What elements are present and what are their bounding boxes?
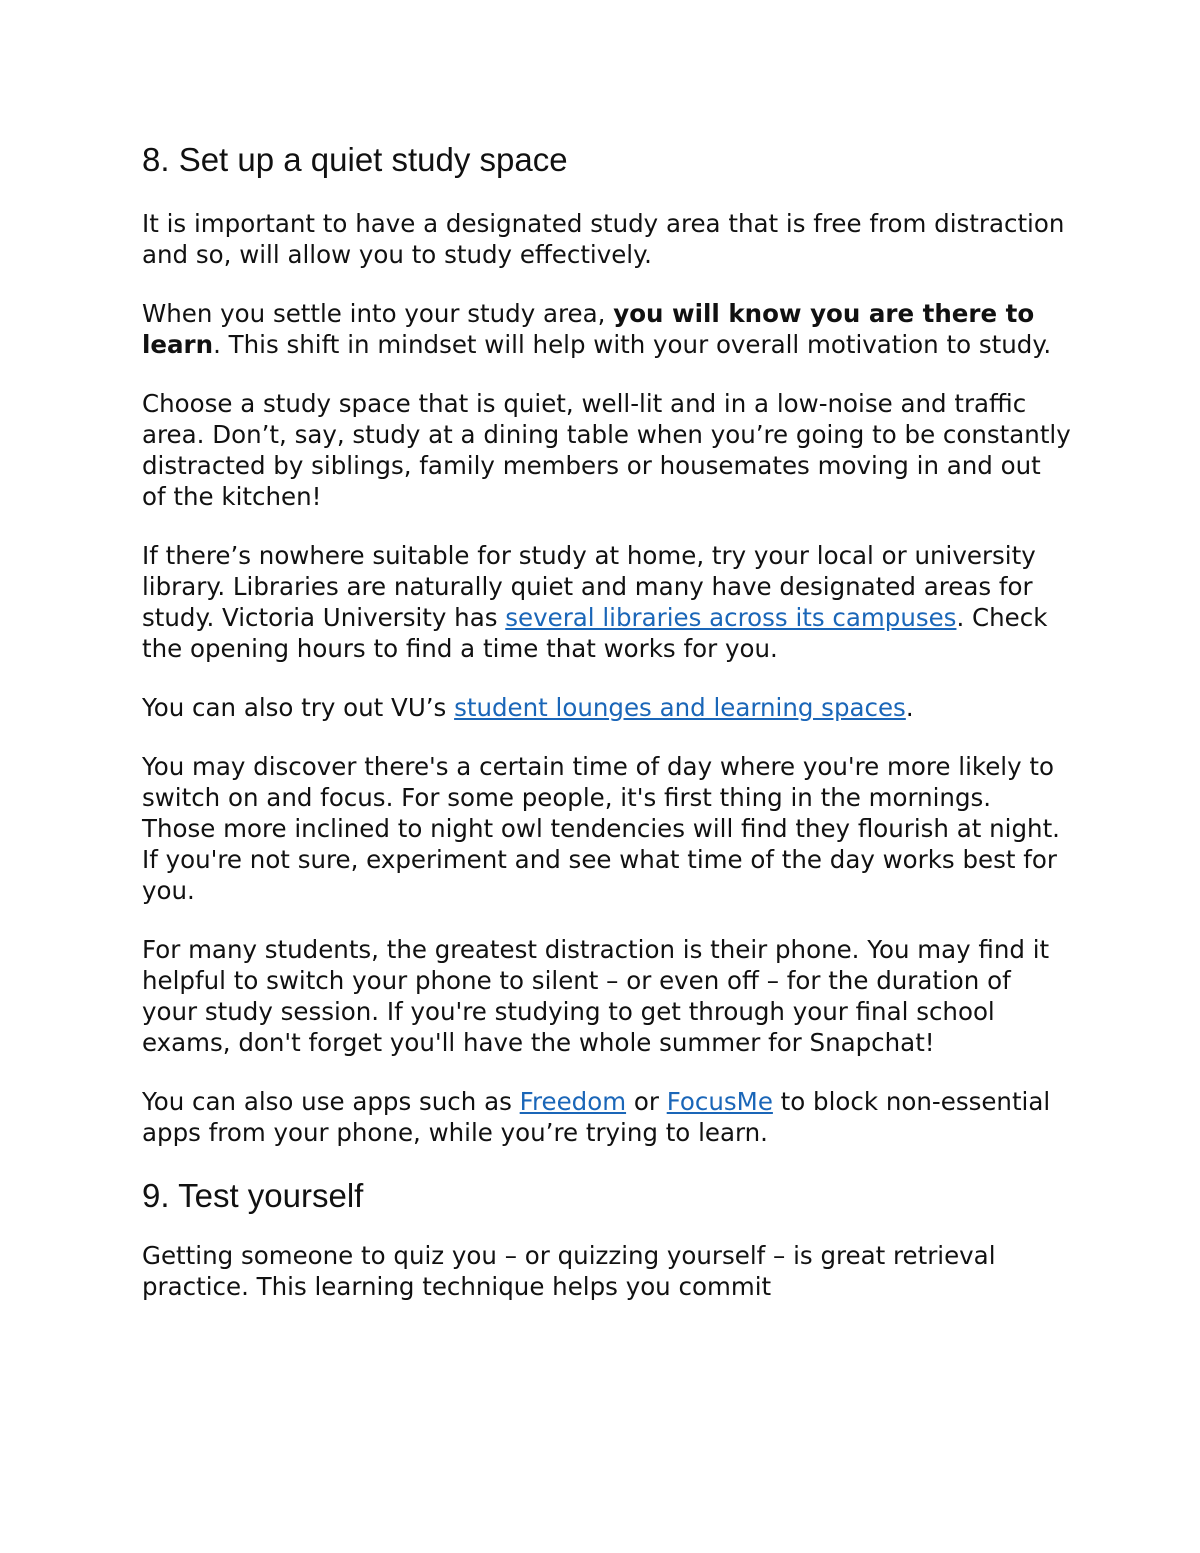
paragraph-text: . Check the opening hours to find a time that works for you. [142, 603, 1048, 663]
paragraph-text: to block non-essential apps from your phone, while you’re trying to learn. [142, 1087, 1051, 1147]
focusme-link[interactable]: FocusMe [666, 1087, 773, 1116]
bold-emphasis: you will know you are there to learn [142, 299, 1035, 359]
learning-spaces-link[interactable]: student lounges and learning spaces [454, 693, 906, 722]
section-8-paragraph-2 [142, 298, 1072, 360]
section-8-paragraph-3: Choose a study space that is quiet, well-lit and in a low-noise and traffic area. Don’t, say, study at a dining table when you’re going to be constantly distracted by siblings, family members or housemates moving in and out of the kitchen! [142, 389, 1071, 511]
paragraph-text: You can also try out VU’s [142, 693, 455, 722]
section-8-heading: 8. Set up a quiet study space [142, 141, 568, 178]
section-8-paragraph-6: You may discover there's a certain time of day where you're more likely to switch on and focus. For some people, it's first thing in the mornings. Those more inclined to night owl tendencies will find they flourish at night. If you're not sure, experiment and see what time of the day works best for you. [142, 752, 1060, 905]
paragraph-text: . [905, 693, 914, 722]
paragraph-text: or [626, 1087, 667, 1116]
paragraph-text: If there’s nowhere suitable for study at home, try your local or university library. Libraries are naturally quiet and many have designated areas for study. Victoria University has [142, 541, 1036, 632]
section-8-paragraph-7: For many students, the greatest distraction is their phone. You may find it helpful to switch your phone to silent – or even off – for the duration of your study session. If you're studying to get through your final school exams, don't forget you'll have the whole summer for Snapchat! [142, 935, 1050, 1057]
freedom-link[interactable]: Freedom [519, 1087, 627, 1116]
section-8-paragraph-1: It is important to have a designated study area that is free from distraction and so, will allow you to study effectively. [142, 209, 1065, 269]
libraries-link[interactable]: several libraries across its campuses [505, 603, 957, 632]
paragraph-text: . This shift in mindset will help with your overall motivation to study. [213, 330, 1052, 359]
document-body [142, 140, 1072, 1330]
paragraph-text: When you settle into your study area, [142, 299, 614, 328]
section-9-heading: 9. Test yourself [142, 1177, 364, 1214]
section-8-paragraph-8 [142, 1086, 1072, 1148]
section-9-paragraph-1: Getting someone to quiz you – or quizzing yourself – is great retrieval practice. This learning technique helps you commit [142, 1241, 996, 1301]
section-8-paragraph-5 [142, 692, 1072, 723]
paragraph-text: You can also use apps such as [142, 1087, 520, 1116]
section-8-paragraph-4 [142, 540, 1072, 664]
